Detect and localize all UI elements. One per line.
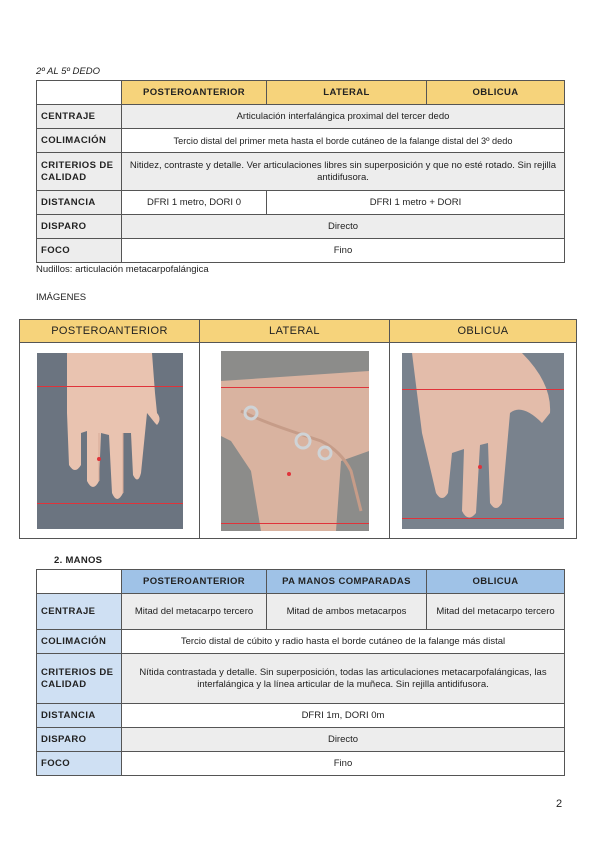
images-table — [19, 319, 577, 539]
value-criterios: Nítida contrastada y detalle. Sin superposición, todas las articulaciones metacarpofalángicas, las interfalángica y la línea articular de la muñeca. Sin rejilla antidifusora. — [122, 654, 565, 704]
value-disparo: Directo — [122, 728, 565, 752]
centering-point — [287, 472, 291, 476]
image-cell-lateral — [200, 343, 390, 539]
label-centraje: CENTRAJE — [37, 594, 122, 630]
note-nudillos: Nudillos: articulación metacarpofalángica — [36, 264, 209, 275]
label-disparo: DISPARO — [37, 215, 122, 239]
value-centraje-comparadas: Mitad de ambos metacarpos — [267, 594, 427, 630]
collimation-line-bottom — [221, 523, 369, 524]
label-distancia: DISTANCIA — [37, 191, 122, 215]
image-header-lateral: LATERAL — [200, 320, 390, 343]
label-colimacion: COLIMACIÓN — [37, 630, 122, 654]
label-criterios: CRITERIOS DE CALIDAD — [37, 654, 122, 704]
header-posteroanterior: POSTEROANTERIOR — [122, 570, 267, 594]
header-posteroanterior: POSTEROANTERIOR — [122, 81, 267, 105]
images-title: IMÁGENES — [36, 292, 87, 303]
hand-lateral-illustration — [221, 351, 369, 531]
collimation-line-top — [37, 386, 183, 387]
hand-oblicua-illustration — [402, 353, 564, 529]
value-foco: Fino — [122, 752, 565, 776]
value-disparo: Directo — [122, 215, 565, 239]
collimation-line-top — [402, 389, 564, 390]
header-lateral: LATERAL — [267, 81, 427, 105]
value-centraje-pa: Mitad del metacarpo tercero — [122, 594, 267, 630]
value-distancia-pa: DFRI 1 metro, DORI 0 — [122, 191, 267, 215]
centering-point — [478, 465, 482, 469]
page-number: 2 — [556, 798, 563, 810]
value-colimacion: Tercio distal del primer meta hasta el borde cutáneo de la falange distal del 3º dedo — [122, 129, 565, 153]
collimation-line-top — [221, 387, 369, 388]
table-manos — [36, 569, 565, 776]
label-foco: FOCO — [37, 752, 122, 776]
section-title-dedos: 2º AL 5º DEDO — [36, 66, 100, 77]
section-title-manos: 2. MANOS — [54, 555, 103, 566]
photo-hand-oblicua — [402, 353, 564, 529]
label-criterios: CRITERIOS DE CALIDAD — [37, 153, 122, 191]
label-colimacion: COLIMACIÓN — [37, 129, 122, 153]
image-header-oblicua: OBLICUA — [390, 320, 577, 343]
header-pa-manos-comparadas: PA MANOS COMPARADAS — [267, 570, 427, 594]
value-distancia: DFRI 1m, DORI 0m — [122, 704, 565, 728]
header-oblicua: OBLICUA — [427, 81, 565, 105]
photo-hand-posteroanterior — [37, 353, 183, 529]
value-criterios: Nitidez, contraste y detalle. Ver articulaciones libres sin superposición y que no esté rotado. Sin rejilla antidifusora. — [122, 153, 565, 191]
collimation-line-bottom — [402, 518, 564, 519]
label-disparo: DISPARO — [37, 728, 122, 752]
image-cell-pa — [20, 343, 200, 539]
label-foco: FOCO — [37, 239, 122, 263]
collimation-line-bottom — [37, 503, 183, 504]
label-centraje: CENTRAJE — [37, 105, 122, 129]
table-corner — [37, 81, 122, 105]
value-centraje-oblicua: Mitad del metacarpo tercero — [427, 594, 565, 630]
centering-point — [97, 457, 101, 461]
table-dedos — [36, 80, 565, 263]
value-distancia-other: DFRI 1 metro + DORI — [267, 191, 565, 215]
image-header-posteroanterior: POSTEROANTERIOR — [20, 320, 200, 343]
table-corner — [37, 570, 122, 594]
value-centraje: Articulación interfalángica proximal del tercer dedo — [122, 105, 565, 129]
image-cell-oblicua — [390, 343, 577, 539]
value-colimacion: Tercio distal de cúbito y radio hasta el borde cutáneo de la falange más distal — [122, 630, 565, 654]
header-oblicua: OBLICUA — [427, 570, 565, 594]
value-foco: Fino — [122, 239, 565, 263]
photo-hand-lateral — [221, 351, 369, 531]
label-distancia: DISTANCIA — [37, 704, 122, 728]
